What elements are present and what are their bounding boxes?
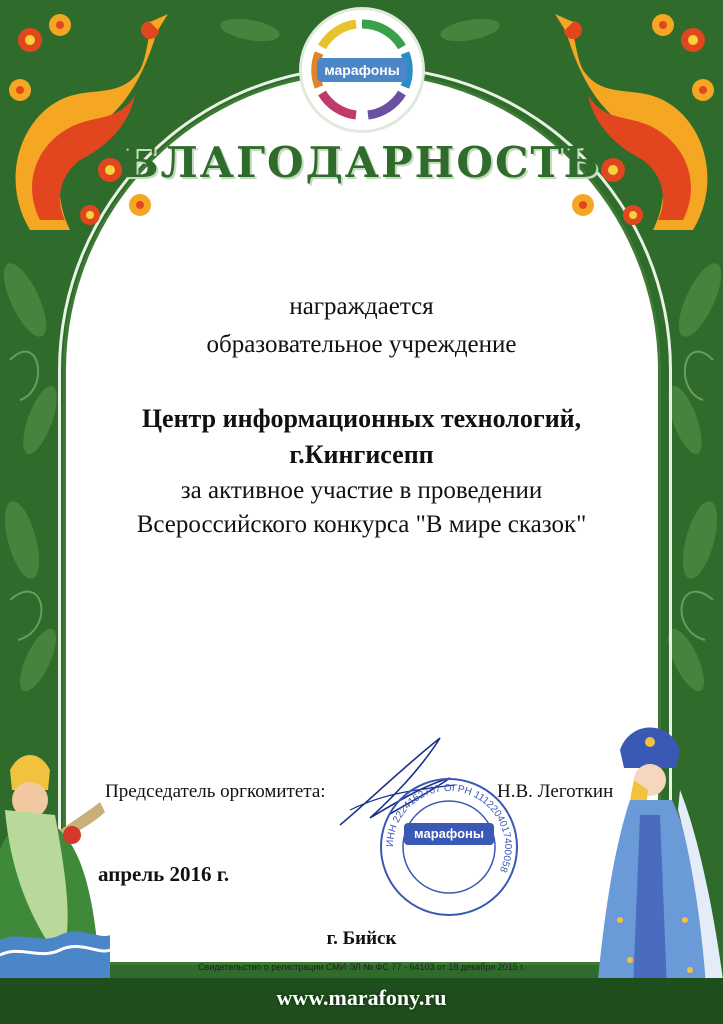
reason-line: за активное участие в проведении [180,477,543,504]
chairman-label: Председатель оргкомитета: [105,781,326,802]
stamp-ring-text: ИНН 2224152707 ОГРН 1112204017400058 [384,782,514,874]
firebird-right-icon [553,0,723,240]
firebird-left-icon [0,0,170,240]
princess-icon [590,720,723,1020]
organization-name: Центр информационных технологий, [141,404,582,433]
website-link[interactable]: www.marafony.ru [276,985,447,1010]
certificate-title: БЛАГОДАРНОСТЬ [122,138,601,187]
registration-notice: Свидетельство о регистрации СМИ ЭЛ № ФС 77 - 64103 от 18 декабря 2015 г. [198,962,525,972]
issue-date: апрель 2016 г. [98,862,230,886]
stamp-label: марафоны [404,823,494,845]
issue-city: г. Бийск [326,928,397,949]
awarded-line: награждается [289,293,434,320]
organization-city: г.Кингисепп [289,440,434,469]
contest-line: Всероссийского конкурса "В мире сказок" [136,511,587,538]
stamp-icon [374,772,524,922]
chairman-name: Н.В. Леготкин [497,781,614,802]
logo-label: марафоны [317,58,407,82]
institution-type-line: образовательное учреждение [206,331,517,358]
